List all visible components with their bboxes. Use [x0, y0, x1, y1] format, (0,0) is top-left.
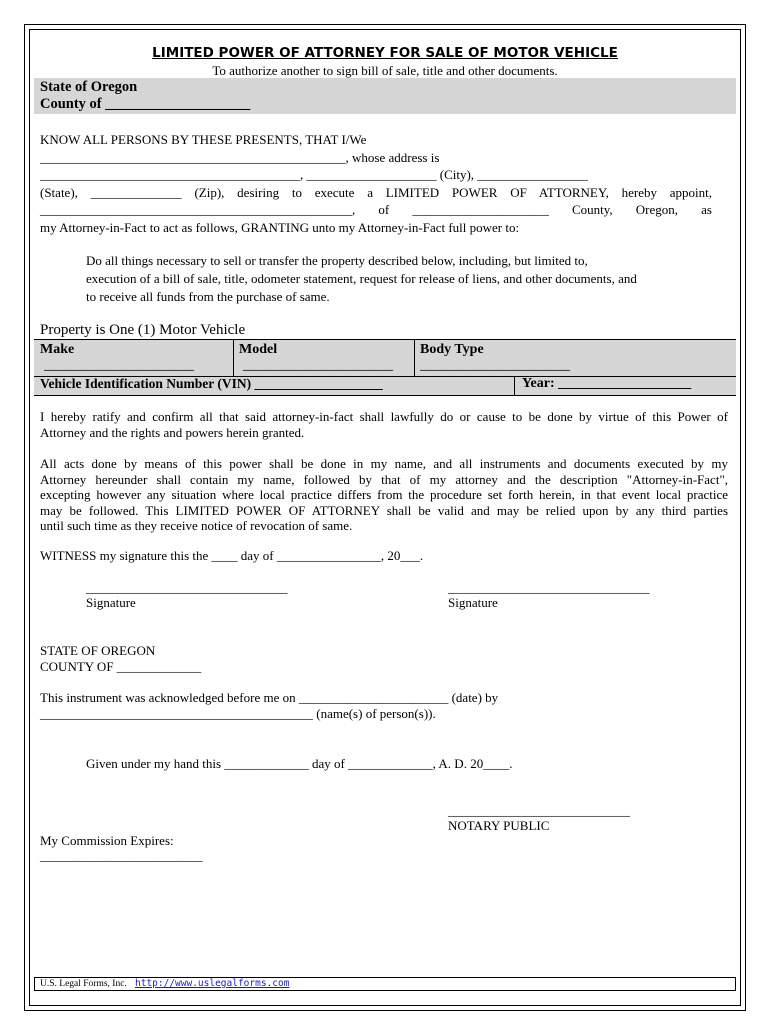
- vehicle-table-row: [34, 339, 736, 376]
- make-label: Make: [40, 342, 75, 357]
- body-type-label: Body Type: [420, 342, 484, 357]
- property-heading: Property is One (1) Motor Vehicle: [40, 322, 246, 338]
- body-type-blank: ____________________: [420, 357, 570, 373]
- document-subtitle: To authorize another to sign bill of sale, title and other documents.: [212, 63, 558, 78]
- acts-line: All acts done by means of this power shall be done in my name, and all instruments and documents executed by my: [40, 456, 728, 471]
- footer-company: U.S. Legal Forms, Inc.: [40, 979, 127, 989]
- vin-row: [34, 376, 736, 396]
- cell-divider: [233, 340, 234, 376]
- state-label: State of Oregon: [40, 79, 138, 95]
- notary-state: STATE OF OREGON: [40, 643, 156, 658]
- intro-line: (State), ______________ (Zip), desiring to execute a LIMITED POWER OF ATTORNEY, hereby appoint,: [40, 184, 712, 200]
- footer-url-link[interactable]: http://www.uslegalforms.com: [135, 978, 290, 989]
- notary-public-label: NOTARY PUBLIC: [448, 818, 550, 833]
- acts-line: Attorney hereunder shall contain my name, followed by that of my attorney and the description "Attorney-in-Fact",: [40, 471, 728, 487]
- model-blank: ____________________: [243, 357, 393, 373]
- intro-line: ________________________________________________, of _____________________ County, Oregon, as: [40, 202, 712, 218]
- ratify-paragraph: [40, 409, 728, 440]
- year-label: Year: ___________________: [522, 376, 692, 391]
- intro-paragraph: [40, 131, 712, 237]
- acknowledgment-line-1: This instrument was acknowledged before me on _______________________ (date) by: [40, 690, 499, 705]
- intro-line: ________________________________________, ____________________ (City), _________________: [40, 167, 588, 183]
- powers-line: to receive all funds from the purchase of same.: [86, 288, 330, 304]
- commission-line: _________________________: [40, 848, 203, 863]
- powers-paragraph: [86, 252, 728, 305]
- commission-label: My Commission Expires:: [40, 833, 174, 848]
- acts-paragraph: [40, 456, 728, 534]
- vin-label: Vehicle Identification Number (VIN) ___________________: [40, 376, 383, 391]
- left-signature-line: _______________________________: [86, 580, 288, 595]
- cell-divider: [514, 377, 515, 395]
- ratify-line: I hereby ratify and confirm all that said attorney-in-fact shall lawfully do or cause to be done by virtue of this Power of: [40, 409, 728, 424]
- acts-line: until such time as they receive notice of revocation of same.: [40, 518, 353, 534]
- powers-line: execution of a bill of sale, title, odometer statement, request for release of liens, and other documents, and: [86, 270, 637, 286]
- acts-line: excepting however any situation where local practice differs from the procedure set forth herein, in that event local practice: [40, 487, 728, 503]
- left-signature-label: Signature: [86, 595, 136, 610]
- footer: [34, 977, 736, 991]
- right-signature-line: _______________________________: [448, 580, 650, 595]
- right-signature-label: Signature: [448, 595, 498, 610]
- notary-signature-line: ____________________________: [448, 803, 630, 818]
- acts-line: may be followed. This LIMITED POWER OF ATTORNEY shall be valid and may be relied upon by any third parties: [40, 502, 728, 518]
- intro-line: KNOW ALL PERSONS BY THESE PRESENTS, THAT I/We: [40, 132, 367, 147]
- make-blank: ____________________: [44, 357, 194, 373]
- intro-line: _______________________________________________, whose address is: [40, 149, 440, 165]
- cell-divider: [414, 340, 415, 376]
- state-county-header: [34, 78, 736, 114]
- notary-county: COUNTY OF _____________: [40, 659, 202, 674]
- powers-line: Do all things necessary to sell or transfer the property described below, including, but limited to,: [86, 253, 588, 268]
- county-label: County of ____________________: [40, 96, 251, 112]
- witness-line: WITNESS my signature this the ____ day of ________________, 20___.: [40, 548, 424, 563]
- document-title: LIMITED POWER OF ATTORNEY FOR SALE OF MOTOR VEHICLE: [152, 45, 618, 61]
- ratify-line: Attorney and the rights and powers herein granted.: [40, 424, 305, 440]
- acknowledgment-line-2: __________________________________________ (name(s) of person(s)).: [40, 706, 436, 721]
- intro-line: my Attorney-in-Fact to act as follows, GRANTING unto my Attorney-in-Fact full power to:: [40, 219, 520, 235]
- model-label: Model: [239, 342, 278, 357]
- given-under-hand: Given under my hand this _____________ day of _____________, A. D. 20____.: [86, 756, 513, 771]
